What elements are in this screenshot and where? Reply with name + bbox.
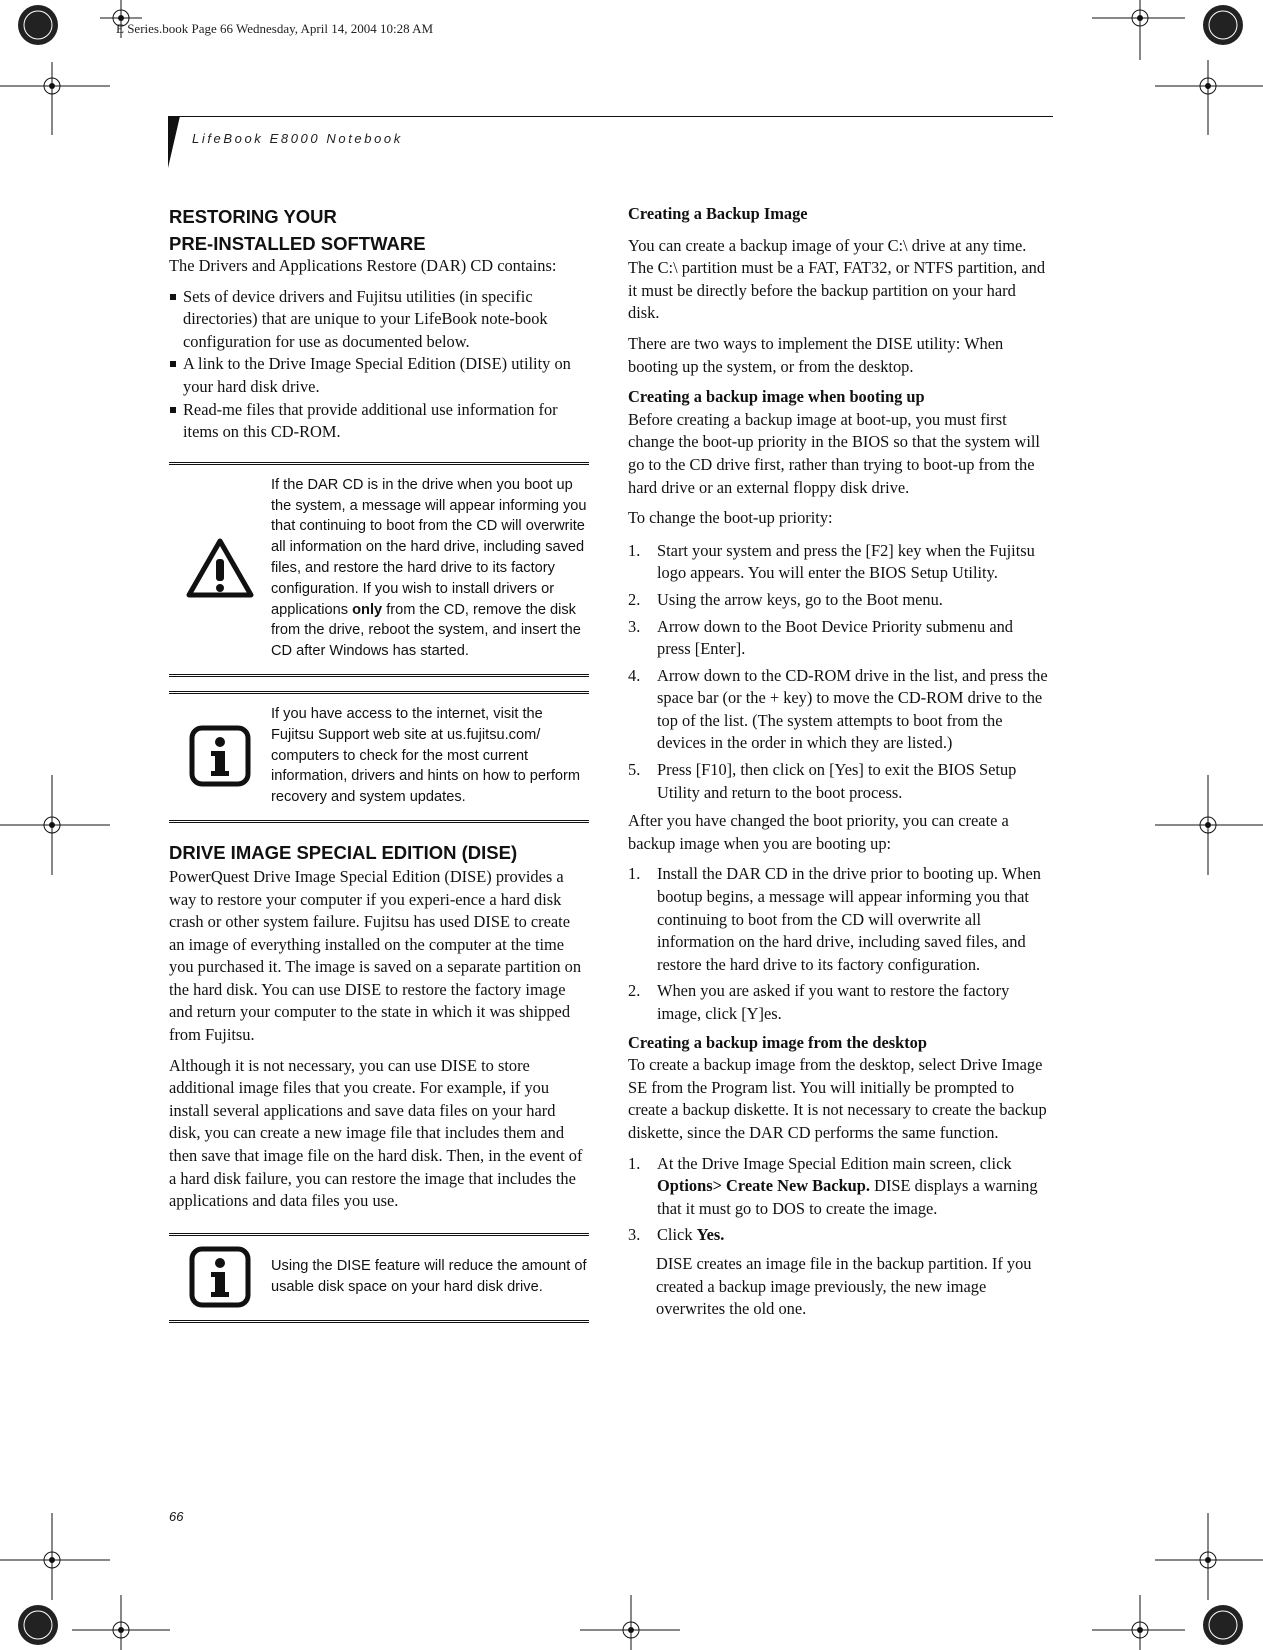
desktop-paragraph: To create a backup image from the desktop, select Drive Image SE from the Program list. You will initially be prompted to create a backup diskette. It is not necessary to create the backup diskette, since the DAR CD performs the same function.: [628, 1055, 1047, 1142]
list-item: 3. Arrow down to the Boot Device Priority submenu and press [Enter].: [628, 616, 1013, 659]
list-item: 5. Press [F10], then click on [Yes] to exit the BIOS Setup Utility and return to the boot process.: [628, 760, 1017, 802]
warning-icon: [169, 537, 271, 599]
print-slug: E Series.book Page 66 Wednesday, April 14, 2004 10:28 AM: [116, 21, 434, 36]
list-item: 1. Install the DAR CD in the drive prior to booting up. When bootup begins, a message will appear informing you that continuing to boot from the CD will overwrite all information on the hard drive, including saved files, and restore the hard drive to its factory configuration.: [628, 864, 1041, 974]
heading-from-desktop: Creating a backup image from the desktop: [628, 1032, 927, 1052]
dise-result-paragraph: DISE creates an image file in the backup partition. If you created a backup image previously, the new image overwrites the old one.: [656, 1253, 1032, 1319]
list-item: 1. Start your system and press the [F2] key when the Fujitsu logo appears. You will enter the BIOS Setup Utility.: [628, 540, 1035, 583]
info-note-text: Using the DISE feature will reduce the amount of usable disk space on your hard disk drive.: [271, 1258, 587, 1295]
boot-paragraph: Before creating a backup image at boot-up, you must first change the boot-up priority in the BIOS so that the system will go to the CD drive first, rather than trying to boot-up from the hard drive or an external floppy disk drive.: [628, 409, 1040, 497]
info-note-text: If you have access to the internet, visit the Fujitsu Support web site at us.fujitsu.com/ computers to check for the most current information, drivers and hints on how to perform recovery and system updates.: [271, 705, 581, 806]
info-note-internet: [169, 691, 589, 823]
boot-priority-intro: To change the boot-up priority:: [628, 508, 833, 528]
contents-list: [169, 286, 589, 444]
desktop-steps: [628, 1153, 1048, 1247]
left-column: [169, 203, 589, 1323]
right-column: [628, 203, 1048, 1329]
info-note-disk-space: [169, 1233, 589, 1323]
info-icon: [169, 1246, 271, 1308]
running-head: LifeBook E8000 Notebook: [192, 131, 403, 146]
boot-priority-steps: [628, 540, 1048, 805]
info-icon: [169, 725, 271, 787]
dise-paragraph-1: PowerQuest Drive Image Special Edition (DISE) provides a way to restore your computer if you experi-ence a hard disk crash or other system failure. Fujitsu has used DISE to create an image of everything installed on the computer at the time you purchased it. The image is saved on a separate partition on the hard disk. You can use DISE to restore the factory image and return your computer to the state in which it was shipped from Fujitsu.: [169, 866, 582, 1045]
list-item: 4. Arrow down to the CD-ROM drive in the list, and press the space bar (or the + key) to move the CD-ROM drive to the top of the list. (The system attempts to boot from the devices in the order in which they are listed.): [628, 665, 1048, 753]
boot-backup-steps: [628, 863, 1048, 1025]
list-item: Sets of device drivers and Fujitsu utilities (in specific directories) that are unique to your LifeBook note-book configuration for use as documented below.: [169, 286, 589, 354]
list-item: A link to the Drive Image Special Edition (DISE) utility on your hard disk drive.: [169, 353, 589, 398]
section-title-dise: DRIVE IMAGE SPECIAL EDITION (DISE): [169, 841, 518, 863]
list-item: 3. Click Yes.: [628, 1225, 725, 1245]
after-priority-paragraph: After you have changed the boot priority, you can create a backup image when you are booting up:: [628, 811, 1009, 853]
list-item: 2. When you are asked if you want to restore the factory image, click [Y]es.: [628, 981, 1010, 1023]
list-item: 1. At the Drive Image Special Edition main screen, click Options> Create New Backup. DISE displays a warning that it must go to DOS to create the image.: [628, 1153, 1038, 1218]
heading-creating-backup-image: Creating a Backup Image: [628, 204, 808, 223]
backup-paragraph-1: You can create a backup image of your C:\ drive at any time. The C:\ partition must be a FAT, FAT32, or NTFS partition, and it must be directly before the backup partition on your hard disk.: [628, 235, 1046, 323]
intro-paragraph: The Drivers and Applications Restore (DAR) CD contains:: [169, 256, 557, 275]
section-title-restoring: RESTORING YOUR PRE-INSTALLED SOFTWARE: [169, 206, 426, 254]
warning-note: [169, 462, 589, 677]
list-item: Read-me files that provide additional use information for items on this CD-ROM.: [169, 399, 589, 444]
backup-paragraph-2: There are two ways to implement the DISE utility: When booting up the system, or from the desktop.: [628, 333, 1004, 376]
list-item: 2. Using the arrow keys, go to the Boot menu.: [628, 589, 943, 609]
page-number: 66: [169, 1509, 184, 1524]
heading-booting-up: Creating a backup image when booting up: [628, 387, 925, 407]
dise-paragraph-2: Although it is not necessary, you can use DISE to store additional image files that you create. For example, if you install several applications and save data files on your hard disk, you can create a new image file that includes them and then save that image file on the hard disk. Then, in the event of a hard disk failure, you can restore the image that includes the applications and data files you use.: [169, 1055, 583, 1211]
warning-note-text: If the DAR CD is in the drive when you boot up the system, a message will appear informing you that continuing to boot from the CD will overwrite all information on the hard drive, including saved files, and restore the hard drive to its factory configuration. If you wish to install drivers or applications only from the CD, remove the disk from the drive, reboot the system, and insert the CD after Windows has started.: [271, 476, 587, 660]
